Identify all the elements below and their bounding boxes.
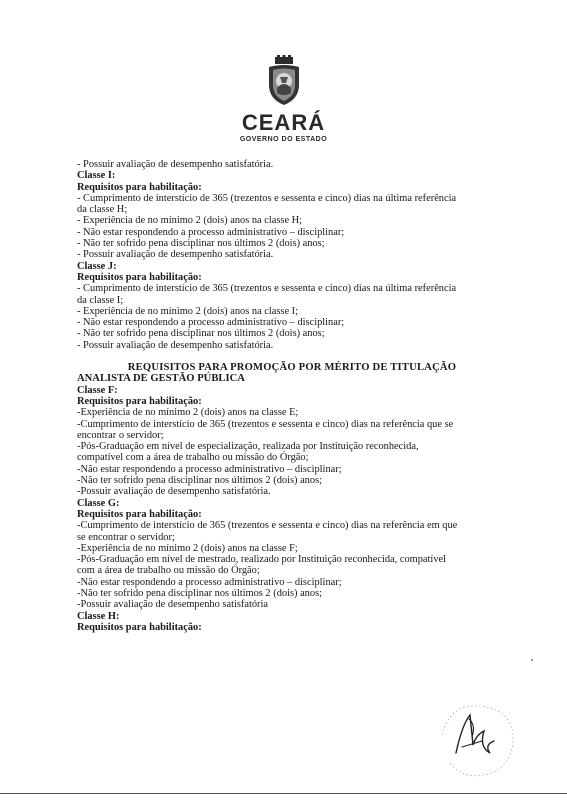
body-line: - Possuir avaliação de desempenho satisfatória. [77,159,274,170]
class-heading: Classe F: [77,384,118,396]
state-coat-of-arms-icon [264,55,304,107]
class-heading: Classe H: [77,610,120,622]
list-item: -Não estar respondendo a processo administrativo – disciplinar; [77,576,342,588]
list-item: -Não ter sofrido pena disciplinar nos últimos 2 (dois) anos; [77,475,323,487]
class-heading: Classe I: [77,170,116,182]
requirements-heading: Requisitos para habilitação: [77,395,202,407]
list-item: - Cumprimento de interstício de 365 (trezentos e sessenta e cinco) dias na última referência [77,192,457,204]
list-item: da classe I; [77,294,124,306]
list-item: encontrar o servidor; [77,429,164,441]
requirements-heading: Requisitos para habilitação: [77,508,202,520]
class-heading: Classe J: [77,260,117,272]
list-item: -Pós-Graduação em nível de especialização, realizada por Instituição reconhecida, [77,441,419,453]
list-item: - Possuir avaliação de desempenho satisfatória. [77,339,274,351]
list-item: - Não estar respondendo a processo administrativo – disciplinar; [77,226,345,238]
section-title: REQUISITOS PARA PROMOÇÃO POR MÉRITO DE TITULAÇÃO [127,362,457,374]
page-bottom-rule [0,793,567,794]
list-item: da classe H; [77,204,128,216]
letterhead [0,55,567,144]
scan-speck [531,659,533,661]
list-item: -Cumprimento de interstício de 365 (trezentos e sessenta e cinco) dias na referência em que [77,520,458,532]
list-item: - Experiência de no mínimo 2 (dois) anos na classe H; [77,215,303,227]
list-item: -Não ter sofrido pena disciplinar nos últimos 2 (dois) anos; [77,587,323,599]
document-body [77,159,507,633]
list-item: -Experiência de no mínimo 2 (dois) anos na classe E; [77,407,299,419]
list-item: - Não estar respondendo a processo administrativo – disciplinar; [77,317,345,329]
list-item: -Pós-Graduação em nível de mestrado, realizado por Instituição reconhecida, compatível [77,554,447,566]
list-item: - Não ter sofrido pena disciplinar nos últimos 2 (dois) anos; [77,328,325,340]
list-item: com a área de trabalho ou missão do Órgão; [77,565,260,577]
brand-name: CEARÁ [241,110,326,135]
list-item: se encontrar o servidor; [77,531,175,543]
list-item: - Experiência de no mínimo 2 (dois) anos na classe I; [77,305,299,317]
list-item: - Cumprimento de interstício de 365 (trezentos e sessenta e cinco) dias na última referência [77,283,457,295]
brand-subtitle: GOVERNO DO ESTADO [239,136,328,143]
list-item: -Experiência de no mínimo 2 (dois) anos na classe F; [77,542,298,554]
list-item: -Não estar respondendo a processo administrativo – disciplinar; [77,463,342,475]
class-heading: Classe G: [77,497,120,509]
requirements-heading: Requisitos para habilitação: [77,621,202,633]
requirements-heading: Requisitos para habilitação: [77,271,202,283]
list-item: compatível com a área de trabalho ou missão do Órgão; [77,452,309,464]
list-item: -Possuir avaliação de desempenho satisfatória. [77,486,271,498]
requirements-heading: Requisitos para habilitação: [77,181,202,193]
list-item: -Possuir avaliação de desempenho satisfatória [77,599,269,611]
list-item: -Cumprimento de interstício de 365 (trezentos e sessenta e cinco) dias na referência que se [77,418,454,430]
list-item: - Possuir avaliação de desempenho satisfatória. [77,249,274,261]
list-item: - Não ter sofrido pena disciplinar nos últimos 2 (dois) anos; [77,238,325,250]
section-subtitle: ANALISTA DE GESTÃO PÚBLICA [77,373,245,385]
handwritten-signature-icon [432,697,522,781]
